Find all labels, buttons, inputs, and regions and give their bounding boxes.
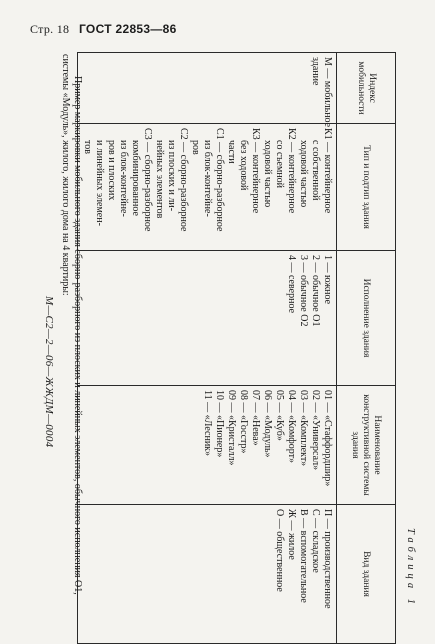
cell-line: 06 — «Модуль» (262, 390, 273, 458)
standard-number: ГОСТ 22853—86 (78, 22, 177, 36)
cell-line: 10 — «Пионер» (214, 390, 225, 458)
cell-line: из блок-контейне- (202, 140, 213, 217)
cell-line: 09 — «Кристалл» (226, 390, 237, 466)
column-header-mobility-index: Индекс мобильности (337, 53, 396, 124)
cell-line: Ж — жилое (286, 509, 297, 560)
cell-line: ходовой частью (262, 140, 273, 208)
cell-line: В — вспомогательное (298, 509, 309, 603)
cell-line: со съемной (274, 140, 285, 189)
cell-line: 2 — обычное О1 (310, 255, 321, 327)
cell-line: 3 — обычное О2 (298, 255, 309, 327)
cell-line: из плоских и ли- (166, 140, 177, 212)
cell-line: ров и плоских (106, 140, 117, 201)
cell-line: тов (82, 140, 93, 154)
cell-line: здание (310, 57, 321, 86)
cell-line: нейных элементов (154, 140, 165, 219)
cell-line: 03 — «Комплект» (298, 390, 309, 467)
cell-line: без ходовой (238, 140, 249, 191)
cell-line: 11 — «Лесник» (202, 390, 213, 457)
cell-line: с собственной (310, 140, 321, 201)
cell-line: С2 — сборно-разборное (178, 128, 189, 232)
cell-line: части (226, 140, 237, 164)
cell-line: С3 — сборно-разборное (142, 128, 153, 232)
cell-building-types (78, 124, 337, 251)
marking-example-note: Пример маркировки мобильного здания сборно-разборного из плоских и линейных элементов, обычного исполнения О1, системы «Модуль», жилого, жилого дома на 4 квартиры: (60, 54, 83, 595)
cell-line: комбинированное (130, 140, 141, 216)
cell-building-versions (78, 251, 337, 386)
cell-mobility-index (78, 53, 337, 128)
cell-line: О — общественное (274, 509, 285, 592)
cell-line: 05 — «Куб» (274, 390, 285, 441)
cell-line: из блок-контейне- (118, 140, 129, 217)
table-row (78, 53, 337, 644)
column-header-structural-system: Наименование конструктивной системы здания (337, 386, 396, 505)
table-header-row (337, 53, 396, 644)
cell-line: П — производственное (322, 509, 333, 609)
column-header-building-version: Исполнение здания (337, 251, 396, 386)
column-header-building-kind: Вид здания (337, 505, 396, 644)
rotated-sheet (38, 46, 418, 616)
cell-structural-systems (78, 386, 337, 505)
cell-line: К2 — контейнерное (286, 128, 297, 214)
cell-line: ров (190, 140, 201, 155)
column-header-building-type: Тип и подтип здания (337, 124, 396, 251)
cell-building-kinds (78, 505, 337, 644)
cell-line: 04 — «Комфорт» (286, 390, 297, 464)
marking-example-formula: М—С2—2—06—ЖЖДМ—0004 (43, 296, 55, 448)
cell-line: К3 — контейнерное (250, 128, 261, 214)
cell-line: К1 — контейнерное (322, 128, 333, 214)
cell-line: М — мобильное (322, 57, 333, 128)
cell-line: ходовой частью (298, 140, 309, 208)
cell-line: 4 — северное (286, 255, 297, 314)
cell-line: и линейных элемен- (94, 140, 105, 226)
cell-line: С — складское (310, 509, 321, 573)
cell-line: 1 — южное (322, 255, 333, 305)
page-header (30, 22, 177, 37)
cell-line: 07 — «Нева» (250, 390, 261, 446)
page-number: Стр. 18 (30, 22, 70, 36)
cell-line: С1 — сборно-разборное (214, 128, 225, 232)
table-caption: Таблица 1 (405, 527, 416, 608)
classification-table (77, 52, 396, 644)
cell-line: 08 — «Госстр» (238, 390, 249, 454)
cell-line: 01 — «Стаффордшир» (322, 390, 333, 487)
cell-line: 02 — «Универсал» (310, 390, 321, 471)
